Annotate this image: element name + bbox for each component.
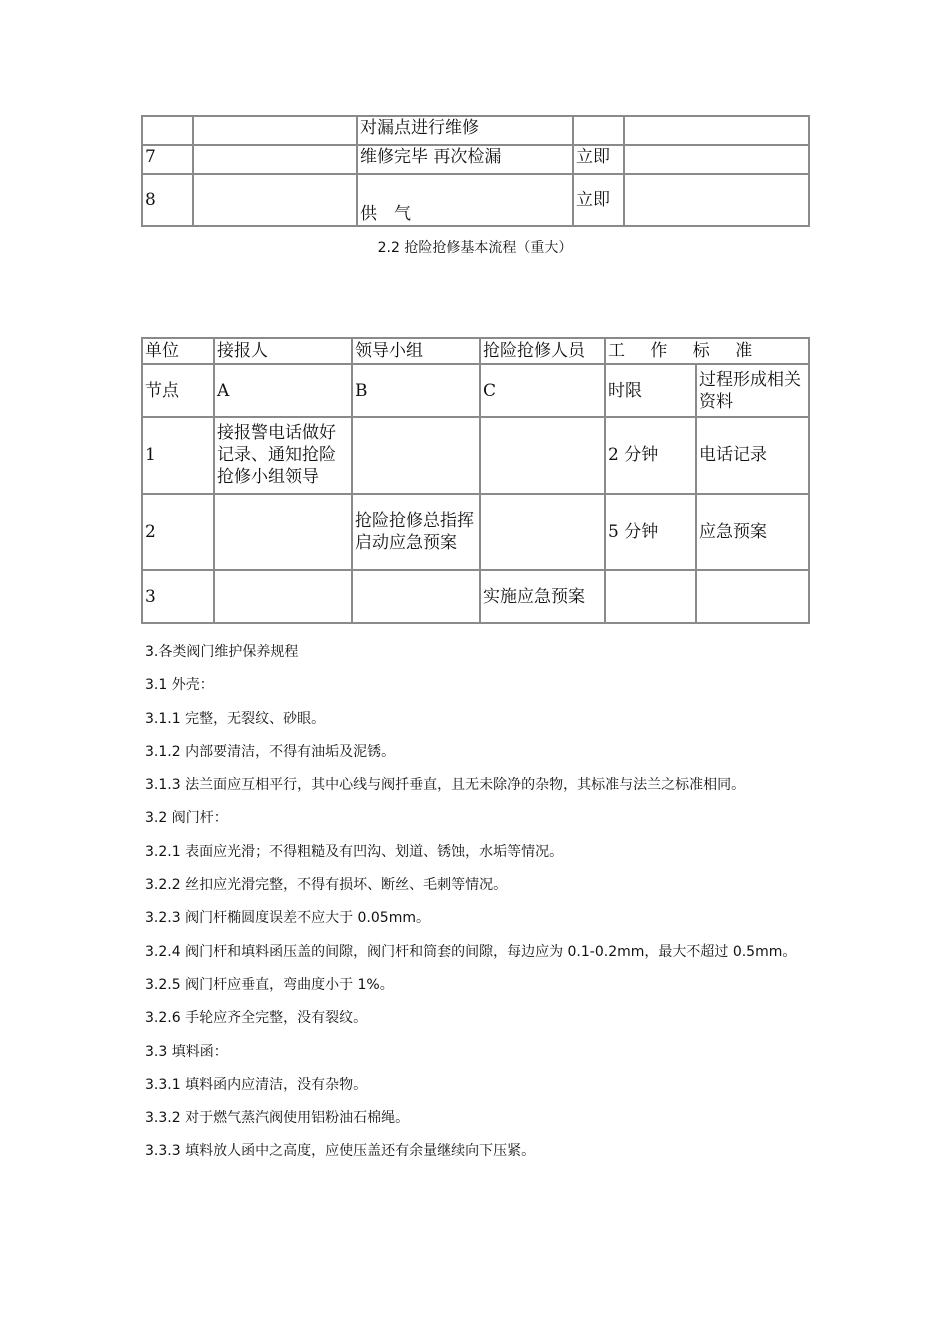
- paragraph: 3.3.1 填料函内应清洁，没有杂物。: [145, 1076, 368, 1093]
- paragraph: 3.2.1 表面应光滑；不得粗糙及有凹沟、划道、锈蚀，水垢等情况。: [145, 843, 564, 860]
- table-cell: [624, 174, 809, 226]
- header-cell-b: B: [352, 364, 480, 417]
- table-cell: 供 气: [357, 174, 573, 226]
- table-cell: [214, 494, 352, 571]
- subsection-heading: 3.3 填料函：: [145, 1043, 228, 1060]
- paragraph: 3.1.2 内部要清洁，不得有油垢及泥锈。: [145, 743, 396, 760]
- paragraph: 3.3.2 对于燃气蒸汽阀使用铝粉油石棉绳。: [145, 1110, 410, 1127]
- header-cell-repair-staff: 抢险抢修人员: [480, 338, 605, 364]
- paragraph: 3.1.1 完整，无裂纹、砂眼。: [145, 710, 326, 727]
- table-row: [142, 417, 809, 494]
- table-cell: 对漏点进行维修: [357, 116, 573, 145]
- table-cell: 应急预案: [696, 494, 809, 571]
- table-cell: 5 分钟: [605, 494, 696, 571]
- table-cell: 抢险抢修总指挥启动应急预案: [352, 494, 480, 571]
- header-cell-work-standard: 工 作 标 准: [605, 338, 809, 364]
- table-cell: 立即: [573, 174, 624, 226]
- table-cell: [214, 570, 352, 623]
- table-cell: 1: [142, 417, 214, 494]
- table-header-row: [142, 364, 809, 417]
- table-row: [142, 145, 809, 174]
- table-row: [142, 116, 809, 145]
- subsection-heading: 3.2 阀门杆：: [145, 810, 228, 827]
- table-cell: [142, 116, 193, 145]
- table-cell: 8: [142, 174, 193, 226]
- table-row: [142, 494, 809, 571]
- subsection-heading: 3.1 外壳：: [145, 677, 214, 694]
- paragraph: 3.1.3 法兰面应互相平行，其中心线与阀扦垂直，且无未除净的杂物，其标准与法兰之标准相同。: [145, 777, 746, 794]
- table-cell: [480, 494, 605, 571]
- table-cell: [352, 417, 480, 494]
- table-cell: 2: [142, 494, 214, 571]
- header-cell-node: 节点: [142, 364, 214, 417]
- table-cell: [573, 116, 624, 145]
- table-cell: [624, 116, 809, 145]
- table-row: [142, 570, 809, 623]
- table-cell: 接报警电话做好记录、通知抢险抢修小组领导: [214, 417, 352, 494]
- table-cell: 7: [142, 145, 193, 174]
- maintenance-procedure-text: [145, 636, 810, 1169]
- table-caption: 2.2 抢险抢修基本流程（重大）: [377, 240, 573, 256]
- table-row: [142, 174, 809, 226]
- paragraph: 3.2.4 阀门杆和填料函压盖的间隙，阀门杆和筒套的间隙，每边应为 0.1-0.2mm，最大不超过 0.5mm。: [145, 943, 797, 960]
- table-cell: [193, 174, 357, 226]
- table-cell: [193, 116, 357, 145]
- header-cell-docs: 过程形成相关资料: [696, 364, 809, 417]
- table-cell: [605, 570, 696, 623]
- paragraph: 3.2.5 阀门杆应垂直，弯曲度小于 1%。: [145, 976, 394, 993]
- paragraph: 3.2.6 手轮应齐全完整，没有裂纹。: [145, 1010, 368, 1027]
- header-cell-reporter: 接报人: [214, 338, 352, 364]
- repair-steps-table: [141, 115, 808, 223]
- table-cell: [352, 570, 480, 623]
- table-cell: 维修完毕 再次检漏: [357, 145, 573, 174]
- header-cell-a: A: [214, 364, 352, 417]
- header-cell-leadership: 领导小组: [352, 338, 480, 364]
- table-cell: [624, 145, 809, 174]
- paragraph: 3.2.3 阀门杆椭圆度误差不应大于 0.05mm。: [145, 910, 430, 927]
- table-cell: 3: [142, 570, 214, 623]
- table-cell: 电话记录: [696, 417, 809, 494]
- table-cell: 2 分钟: [605, 417, 696, 494]
- paragraph: 3.3.3 填料放人函中之高度，应使压盖还有余量继续向下压紧。: [145, 1143, 536, 1160]
- table-cell: 立即: [573, 145, 624, 174]
- emergency-flow-table: [141, 337, 808, 624]
- section-heading: 3.各类阀门维护保养规程: [145, 644, 299, 660]
- paragraph: 3.2.2 丝扣应光滑完整，不得有损坏、断丝、毛刺等情况。: [145, 877, 508, 894]
- header-cell-unit: 单位: [142, 338, 214, 364]
- header-cell-time-limit: 时限: [605, 364, 696, 417]
- table-cell: [193, 145, 357, 174]
- table-cell: [480, 417, 605, 494]
- header-cell-c: C: [480, 364, 605, 417]
- table-cell: [696, 570, 809, 623]
- table-cell: 实施应急预案: [480, 570, 605, 623]
- table-header-row: [142, 338, 809, 364]
